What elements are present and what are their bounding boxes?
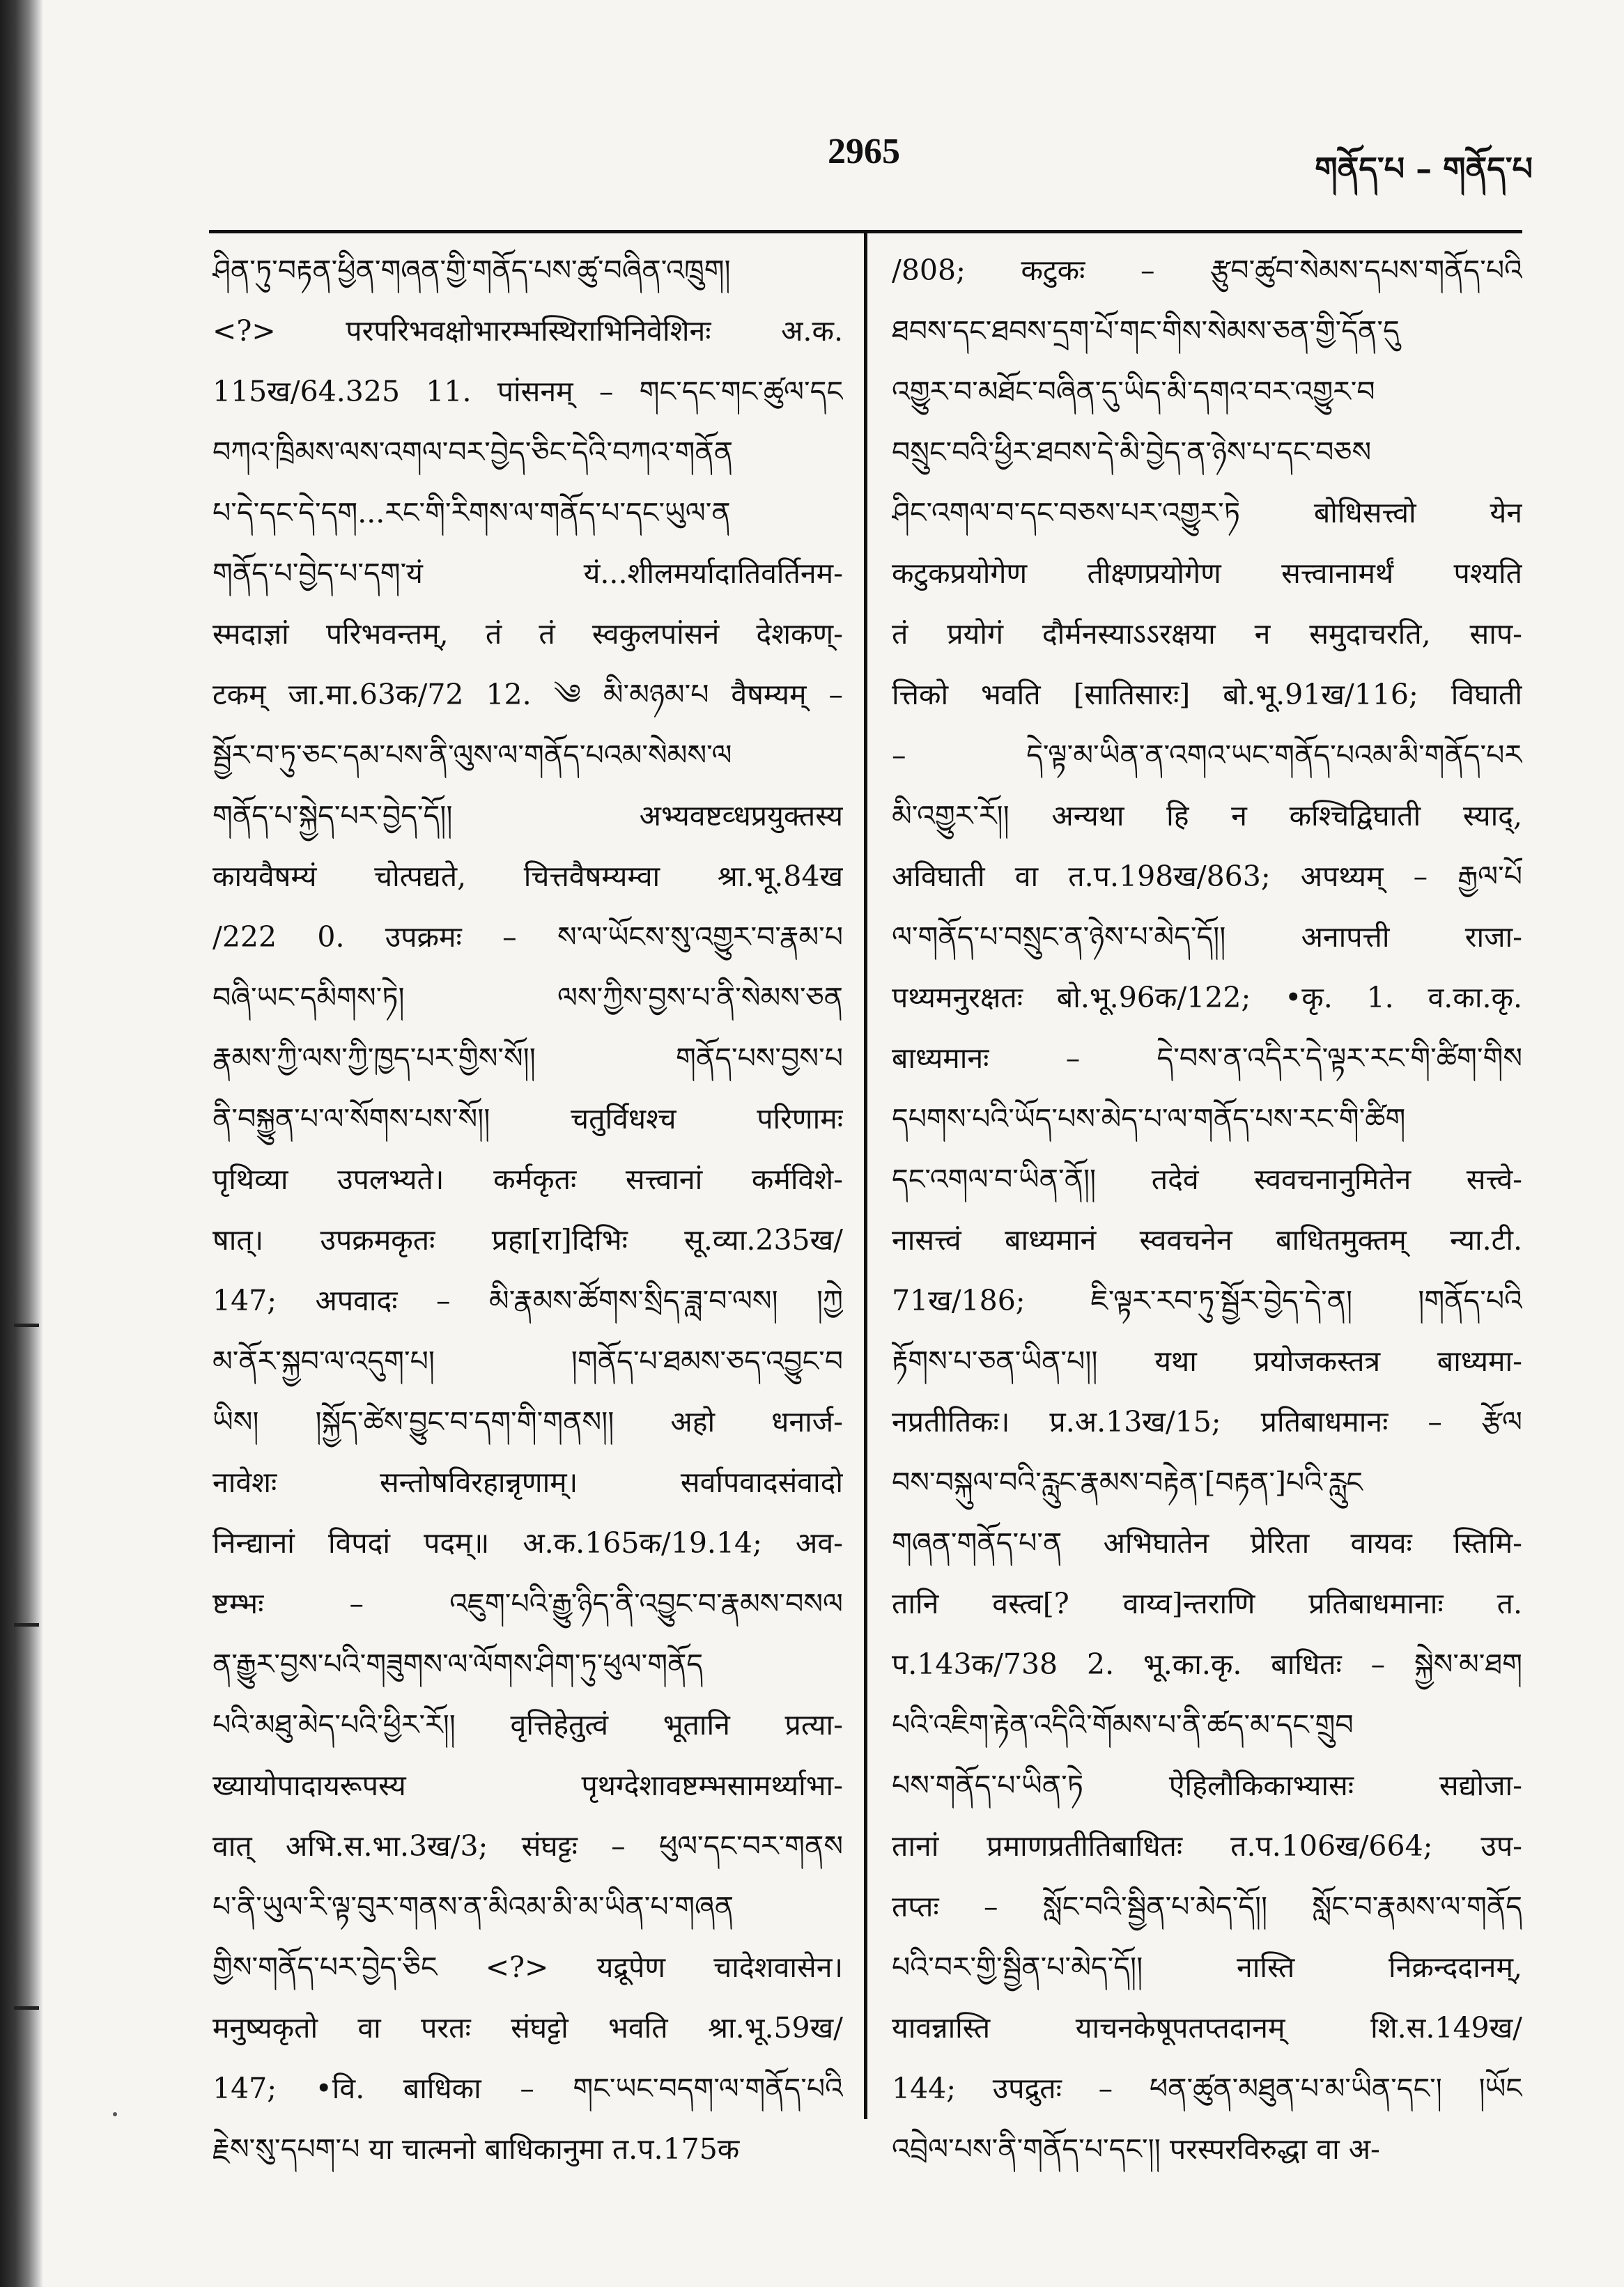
text-line: ཐབས་དང་ཐབས་དྲག་པོ་གང་གིས་སེམས་ཅན་གྱི་དོན་དུ bbox=[892, 314, 1400, 348]
text-line: पृथिव्या उपलभ्यते। कर्मकृतः सत्त्वानां कर्मविशे- bbox=[212, 1163, 843, 1196]
text-line: तप्तः – སློང་བའི་སྦྱིན་པ་མེད་དོ།། སློང་བ་རྣམས་ལ་གནོད bbox=[892, 1890, 1522, 1923]
text-line: कायवैषम्यं चोत्पद्यते, चित्तवैषम्यम्वा श्रा.भू.84ख bbox=[212, 860, 843, 893]
text-line: གྱིས་གནོད་པར་བྱེད་ཅིང <?> यद्रूपेण चादेशवासेन। bbox=[212, 1951, 843, 1984]
left-column bbox=[212, 240, 843, 2180]
column-divider bbox=[864, 230, 867, 2119]
text-line: 147; •वि. बाधिका – གང་ཡང་བདག་ལ་གནོད་པའི bbox=[212, 2072, 843, 2105]
text-line: ཤིན་ཏུ་བརྟན་ཕྱིན་གཞན་གྱི་གནོད་པས་ཚུ་བཞིན་འཁྲུག། bbox=[212, 254, 731, 287]
text-line: तं प्रयोगं दौर्मनस्याऽऽरक्षया न समुदाचरति, साप- bbox=[892, 617, 1522, 651]
running-headword: གནོད་པ – གནོད་པ bbox=[1315, 150, 1533, 187]
text-line: वात् अभि.स.भा.3ख/3; संघट्टः – ཕུལ་དང་བར་གནས bbox=[212, 1829, 843, 1863]
text-line: ཡིས། །སྐྱོད་ཚེས་བྱུང་བ་དག་གི་གནས།། अहो धनार्ज- bbox=[212, 1405, 843, 1439]
text-line: བཀའ་ཁྲིམས་ལས་འགལ་བར་བྱེད་ཅིང་དེའི་བཀའ་གནོན bbox=[212, 435, 734, 469]
text-line: अविघाती वा त.प.198ख/863; अपथ्यम् – རྒྱལ་པོ bbox=[892, 860, 1522, 893]
text-line: 144; उपद्रुतः – ཕན་ཚུན་མཐུན་པ་མ་ཡིན་དང་། །ཡོང bbox=[892, 2072, 1522, 2105]
page-number: 2965 bbox=[828, 132, 900, 171]
right-column bbox=[892, 240, 1522, 2180]
text-line: नासत्त्वं बाध्यमानं स्ववचनेन बाधितमुक्तम् न्या.टी. bbox=[892, 1223, 1522, 1257]
text-line: དཔགས་པའི་ཡོད་པས་མེད་པ་ལ་གནོད་པས་རང་གི་ཚིག bbox=[892, 1102, 1406, 1135]
text-line: ष्टम्भः – འཇུག་པའི་རྒྱུ་ཉིད་ནི་འབྱུང་བ་རྣམས་བསལ bbox=[212, 1587, 843, 1620]
text-line: षात्। उपक्रमकृतः प्रहा[रा]दिभिः सू.व्या.235ख/ bbox=[212, 1223, 843, 1257]
text-line: བསྲུང་བའི་ཕྱིར་ཐབས་དེ་མི་བྱེད་ན་ཉེས་པ་དང་བཅས bbox=[892, 435, 1372, 469]
text-line: པའི་བར་གྱི་སྦྱིན་པ་མེད་དོ།། नास्ति निक्रन्ददानम्, bbox=[892, 1951, 1522, 1984]
text-line: ན་རྒྱུར་བྱས་པའི་གཟུགས་ལ་ལོགས་ཤིག་ཏུ་ཕུལ་གནོད bbox=[212, 1648, 704, 1681]
text-line: པ་ནི་ཡུལ་རི་ལྟ་བུར་གནས་ན་མིའམ་མི་མ་ཡིན་པ་གཞན bbox=[212, 1890, 734, 1923]
text-line: འབྲེལ་པས་ནི་གནོད་པ་དང་།། परस्परविरुद्धा वा अ- bbox=[892, 2132, 1380, 2166]
text-line: निन्द्यानां विपदां पदम्॥ अ.क.165क/19.14; अव- bbox=[212, 1526, 843, 1560]
text-line: ख्यायोपादायरूपस्य पृथग्देशावष्टम्भसामर्थ्याभा- bbox=[212, 1769, 843, 1802]
text-line: རྗེས་སུ་དཔག་པ या चात्मनो बाधिकानुमा त.प.175क bbox=[212, 2132, 740, 2166]
text-line: प.143क/738 2. भू.का.कृ. बाधितः – སྐྱེས་མ་ཐག bbox=[892, 1648, 1522, 1681]
text-line: རྣམས་ཀྱི་ལས་ཀྱི་ཁྱད་པར་གྱིས་སོ།། གནོད་པས་བྱས་པ bbox=[212, 1041, 843, 1075]
text-line: बाध्यमानः – དེ་བས་ན་འདིར་དེ་ལྟར་རང་གི་ཚིག་གིས bbox=[892, 1041, 1522, 1075]
text-line: /222 0. उपक्रमः – ས་ལ་ཡོངས་སུ་འགྱུར་བ་རྣམ་པ bbox=[212, 920, 843, 954]
text-line: 115ख/64.325 11. पांसनम् – གང་དང་གང་ཚུལ་དང bbox=[212, 375, 843, 408]
text-line: यावन्नास्ति याचनकेषूपतप्तदानम् शि.स.149ख/ bbox=[892, 2011, 1522, 2045]
text-line: མི་འགྱུར་རོ།། अन्यथा हि न कश्चिद्विघाती स्याद्, bbox=[892, 799, 1522, 832]
text-line: མ་ནོར་སྐྱབ་ལ་འདུག་པ། །གནོད་པ་ཐམས་ཅད་འབྱུང་བ bbox=[212, 1344, 843, 1378]
text-line: 147; अपवादः – མི་རྣམས་ཚོགས་སྲིད་ཟླ་བ་ལས། །ཀྱེ bbox=[212, 1284, 843, 1317]
text-line: གནོད་པ་བྱེད་པ་དག་यं यं...शीलमर्यादातिवर्तिनम- bbox=[212, 557, 843, 590]
text-line: ལ་གནོད་པ་བསྲུང་ན་ཉེས་པ་མེད་དོ།། अनापत्ती राजा- bbox=[892, 920, 1522, 954]
text-line: तानि वस्त्व[? वाय्व]न्तराणि प्रतिबाधमानाः त. bbox=[892, 1587, 1522, 1620]
text-line: གཞན་གནོད་པ་ན अभिघातेन प्रेरिता वायवः स्तिमि- bbox=[892, 1526, 1522, 1560]
text-line: པའི་མཐུ་མེད་པའི་ཕྱིར་རོ།། वृत्तिहेतुत्वं भूतानि प्रत्या- bbox=[212, 1708, 843, 1742]
text-line: टकम् जा.मा.63क/72 12. ༄ མི་མཉམ་པ वैषम्यम् – bbox=[212, 678, 843, 711]
page-binding-edge bbox=[0, 0, 43, 2287]
text-line: པའི་འཇིག་རྟེན་འདིའི་གོམས་པ་ནི་ཚད་མ་དང་གྲུབ bbox=[892, 1708, 1354, 1742]
text-line: དང་འགལ་བ་ཡིན་ནོ།། तदेवं स्ववचनानुमितेन सत्त्वे- bbox=[892, 1163, 1522, 1196]
text-line: པས་གནོད་པ་ཡིན་ཏེ ऐहिलौकिकाभ्यासः सद्योजा- bbox=[892, 1769, 1522, 1802]
text-line: /808; कटुकः – རྩུབ་ཚུབ་སེམས་དཔས་གནོད་པའི bbox=[892, 254, 1522, 287]
text-line: ནི་བསྐྱུན་པ་ལ་སོགས་པས་སོ།། चतुर्विधश्च परिणामः bbox=[212, 1102, 843, 1135]
margin-dot bbox=[113, 2112, 117, 2116]
text-line: मनुष्यकृतो वा परतः संघट्टो भवति श्रा.भू.59ख/ bbox=[212, 2011, 843, 2045]
text-line: नावेशः सन्तोषविरहान्नृणाम्। सर्वापवादसंवादो bbox=[212, 1466, 843, 1499]
text-line: <?> परपरिभवक्षोभारम्भस्थिराभिनिवेशिनः अ.क. bbox=[212, 314, 843, 348]
text-line: རྟོགས་པ་ཅན་ཡིན་པ།། यथा प्रयोजकस्तत्र बाध्यमा- bbox=[892, 1344, 1522, 1378]
text-line: སྦྱོར་བ་ཏུ་ཅང་དམ་པས་ནི་ལུས་ལ་གནོད་པའམ་སེམས་ལ bbox=[212, 738, 732, 772]
text-line: कटुकप्रयोगेण तीक्ष्णप्रयोगेण सत्त्वानामर्थं पश्यति bbox=[892, 557, 1522, 590]
text-line: གནོད་པ་སྐྱེད་པར་བྱེད་དོ།། अभ्यवष्टव्धप्रयुक्तस्य bbox=[212, 799, 843, 832]
text-line: – དེ་ལྟ་མ་ཡིན་ན་འགའ་ཡང་གནོད་པའམ་མི་གནོད་པར bbox=[892, 738, 1522, 772]
text-line: स्मदाज्ञां परिभवन्तम्, तं तं स्वकुलपांसनं देशकण्- bbox=[212, 617, 843, 651]
text-line: པ་དེ་དང་དེ་དག...རང་གི་རིགས་ལ་གནོད་པ་དང་ཡུལ་ན bbox=[212, 496, 731, 529]
text-line: तानां प्रमाणप्रतीतिबाधितः त.प.106ख/664; उप- bbox=[892, 1829, 1522, 1863]
text-line: त्तिको भवति [सातिसारः] बो.भू.91ख/116; विघाती bbox=[892, 678, 1522, 711]
text-line: ཤིང་འགལ་བ་དང་བཅས་པར་འགྱུར་ཏེ बोधिसत्त्वो येन bbox=[892, 496, 1522, 529]
text-line: नप्रतीतिकः। प्र.अ.13ख/15; प्रतिबाधमानः – རྩོལ bbox=[892, 1405, 1522, 1439]
text-line: पथ्यमनुरक्षतः बो.भू.96क/122; •कृ. 1. व.का.कृ. bbox=[892, 981, 1522, 1014]
text-line: བས་བསྐུལ་བའི་རླུང་རྣམས་བརྟེན་[བརྟན་]པའི་རླུང bbox=[892, 1466, 1363, 1499]
text-line: 71ख/186; ཇི་ལྟར་རབ་ཏུ་སྦྱོར་བྱེད་དེ་ན། །གནོད་པའི bbox=[892, 1284, 1522, 1317]
text-line: བཞི་ཡང་དམིགས་ཏེ། ལས་ཀྱིས་བྱས་པ་ནི་སེམས་ཅན bbox=[212, 981, 843, 1014]
text-line: འགྱུར་བ་མཐོང་བཞིན་དུ་ཡིད་མི་དགའ་བར་འགྱུར་བ bbox=[892, 375, 1375, 408]
